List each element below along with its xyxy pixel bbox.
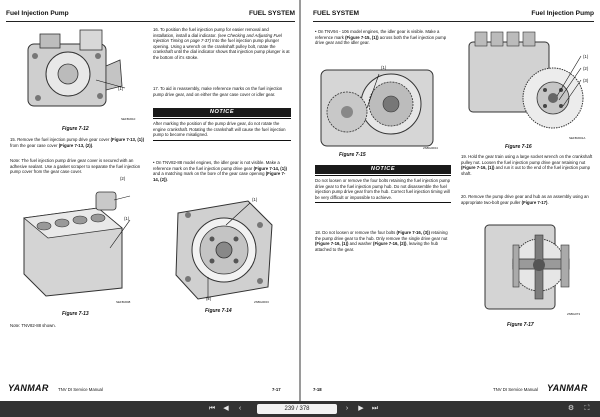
figure-7-16-callout-1: (1) xyxy=(583,54,589,59)
figure-7-15-code: 2SBG0F04 xyxy=(423,146,438,150)
bullet-2-ref-1: (Figure 7-15, (1)) xyxy=(345,34,379,40)
step-18-ref-1: (Figure 7-16, (3)) xyxy=(396,230,430,235)
step-15-number: 15. xyxy=(10,137,16,142)
step-17-text xyxy=(153,86,291,97)
footer-page-number: 7-18 xyxy=(313,387,322,392)
figure-7-13-code: SEFBJ008 xyxy=(116,300,131,304)
figure-7-16-callout-3: (3) xyxy=(583,78,589,83)
notice-2-header: NOTICE xyxy=(315,165,451,174)
step-20-number: 20. xyxy=(461,194,467,199)
left-page xyxy=(0,0,299,401)
step-16-number: 16. xyxy=(153,27,159,32)
figure-7-14-callout-1: (1) xyxy=(252,197,258,202)
step-20-body: Remove the pump drive gear and hub as an assembly using an appropriate two-bolt gear puller xyxy=(461,194,589,205)
bullet-1-ref-1: (Figure 7-14, (1)) xyxy=(253,165,287,171)
step-19-text xyxy=(461,154,595,176)
bullet-marker: • xyxy=(153,160,156,165)
step-20-ref-1: (Figure 7-17) xyxy=(521,199,548,205)
bullet-1-body-3: . xyxy=(166,176,169,182)
step-18-body-4: , leaving the hub attached to the gear. xyxy=(315,241,439,252)
step-18-body-3: and washer xyxy=(348,241,374,247)
step-19-number: 19. xyxy=(461,154,467,159)
step-15-body: Remove the fuel injection pump drive gear cover xyxy=(17,137,111,142)
right-page xyxy=(301,0,600,401)
figure-7-13-callout-1: (1) xyxy=(124,216,130,221)
figure-7-17-code: 2SBG073 xyxy=(567,312,581,316)
note-model-shown: Note: TNV82-88 shown. xyxy=(10,323,56,328)
header-section-title: Fuel Injection Pump xyxy=(6,10,69,17)
note-adhesive-sealant: Note: The fuel injection pump drive gear cover is secured with an adhesive sealant. Use a gasket scraper to separate the fuel injection pump cover from the gear case cover. xyxy=(10,158,141,175)
step-18-ref-2: (Figure 7-16, (1)) xyxy=(315,241,349,247)
figure-7-15-illustration xyxy=(317,64,437,150)
notice-2-body: Do not loosen or remove the four bolts retaining the fuel injection pump drive gear to the fuel injection pump hub. Do not disassemble the fuel injection pump drive gear from the hub. Correct fuel injection timing will be very difficult or impossible to achieve. xyxy=(315,175,451,203)
bullet-2-body-2: across both the fuel injection pump drive gear and the idler gear. xyxy=(315,34,447,46)
step-19-ref-1: (Figure 7-16, (1)) xyxy=(461,165,495,171)
notice-1-body: After marking the position of the pump drive gear, do not rotate the engine crankshaft. Rotating the crankshaft will cause the fuel injection pump to become misaligned. xyxy=(153,118,291,141)
next-page-icon[interactable]: ▶ xyxy=(358,405,364,412)
step-17-body: To aid in reassembly, make reference marks on the fuel injection pump drive gear, and on either the gear case cover or idler gear. xyxy=(153,86,283,97)
figure-7-17-illustration xyxy=(479,215,587,315)
footer-page-number: 7-17 xyxy=(272,387,281,392)
step-15-text xyxy=(10,137,145,148)
bullet-1-body-2: and a matching mark on the bore of the gear case opening xyxy=(153,171,266,177)
footer-manual-title: TNV DI Service Manual xyxy=(493,387,538,392)
step-18-body: Do not loosen or remove the four bolts xyxy=(322,230,397,235)
step-15-ref-2: (Figure 7-13, (2)) xyxy=(58,142,93,148)
figure-7-13-callout-2: (2) xyxy=(120,176,126,181)
header-rule xyxy=(6,21,295,22)
figure-7-14-code: 2SBG0F03 xyxy=(254,300,269,304)
figure-7-14-callout-2: (2) xyxy=(206,296,212,301)
bullet-1-ref-2: (Figure 7-14, (2)) xyxy=(153,171,286,182)
step-20-text xyxy=(461,194,595,205)
figure-7-12-caption: Figure 7-12 xyxy=(62,126,89,132)
previous-page-icon[interactable]: ◀ xyxy=(223,405,229,412)
gear-icon[interactable]: ⚙ xyxy=(567,405,575,412)
bullet-tnv94-106 xyxy=(315,29,451,46)
figure-7-13-illustration xyxy=(10,188,145,298)
step-18-ref-3: (Figure 7-16, (2)) xyxy=(373,241,407,247)
figure-7-14-caption: Figure 7-14 xyxy=(205,308,232,314)
step-17-number: 17. xyxy=(153,86,159,91)
step-20-body-2: . xyxy=(547,199,549,205)
figure-7-14-illustration xyxy=(168,195,280,305)
figure-7-12-callout-1: (1) xyxy=(118,86,124,91)
next-arrow-icon[interactable]: › xyxy=(345,405,349,412)
step-16-body-2: Into the fuel injection pump plunger opening. Using a wrench on the crankshaft pulley bolt, rotate the crankshaft until the dial indicator shows that injection pump plunger is at the bottom of it's stroke. xyxy=(153,38,290,60)
yanmar-logo: YANMAR xyxy=(8,383,49,393)
notice-1-header: NOTICE xyxy=(153,108,291,117)
figure-7-15-caption: Figure 7-15 xyxy=(339,152,366,158)
step-15-body-2: from the gear case cover xyxy=(10,142,59,148)
figure-7-13-caption: Figure 7-13 xyxy=(62,311,89,317)
header-chapter-title: FUEL SYSTEM xyxy=(313,10,360,17)
step-19-body: Hold the gear train using a large socket wrench on the crankshaft pulley nut. Loosen the fuel injection pump drive gear retaining nut xyxy=(461,154,593,165)
header-rule xyxy=(313,21,594,22)
fullscreen-icon[interactable]: ⛶ xyxy=(584,405,590,412)
figure-7-16-illustration xyxy=(461,28,593,140)
figure-7-16-caption: Figure 7-16 xyxy=(505,144,532,150)
figure-7-17-caption: Figure 7-17 xyxy=(507,322,534,328)
figure-7-12-code: SEFBJ010 xyxy=(121,117,136,121)
step-19-body-2: and run it out to the end of the fuel injection pump shaft. xyxy=(461,165,590,176)
step-15-ref-1: (Figure 7-13, (1)) xyxy=(110,137,145,142)
header-section-title: Fuel Injection Pump xyxy=(531,10,594,17)
bullet-marker: • xyxy=(315,29,318,34)
header-chapter-title: FUEL SYSTEM xyxy=(248,10,295,17)
step-15-body-3: . xyxy=(92,142,94,148)
footer-manual-title: TNV DI Service Manual xyxy=(58,387,103,392)
page-number-input[interactable]: 239 / 378 xyxy=(257,404,337,414)
step-18-number: 18. xyxy=(315,230,321,235)
step-18-body-2: retaining the pump drive gear to the hub. Only remove the single drive gear nut xyxy=(315,230,448,241)
figure-7-12-illustration xyxy=(10,26,145,122)
figure-7-16-code: SEFBJ001A xyxy=(569,136,586,140)
step-16-body: To position the fuel injection pump for easier removal and installation, install a dial indicator. xyxy=(153,27,269,38)
step-16-text xyxy=(153,27,291,61)
last-page-icon[interactable]: ⏭ xyxy=(371,405,379,412)
bullet-2-body: On TNV94 - 106 model engines, the idler gear is visible. Make a reference mark xyxy=(315,29,440,40)
bullet-tnv82-88 xyxy=(153,160,291,182)
previous-arrow-icon[interactable]: ‹ xyxy=(238,405,242,412)
bullet-1-body: On TNV82-88 model engines, the idler gear is not visible. Make a reference mark on the fuel injection pump drive gear xyxy=(153,160,280,171)
step-18-text xyxy=(315,230,451,252)
figure-7-15-callout-1: (1) xyxy=(381,65,387,70)
viewer-toolbar xyxy=(0,401,600,417)
figure-7-16-callout-2: (2) xyxy=(583,66,589,71)
first-page-icon[interactable]: ⏮ xyxy=(208,405,216,412)
step-16-cross-reference: (see Checking and Adjusting Fuel Injection Timing on page 7-37) xyxy=(153,32,282,44)
yanmar-logo: YANMAR xyxy=(547,383,588,393)
